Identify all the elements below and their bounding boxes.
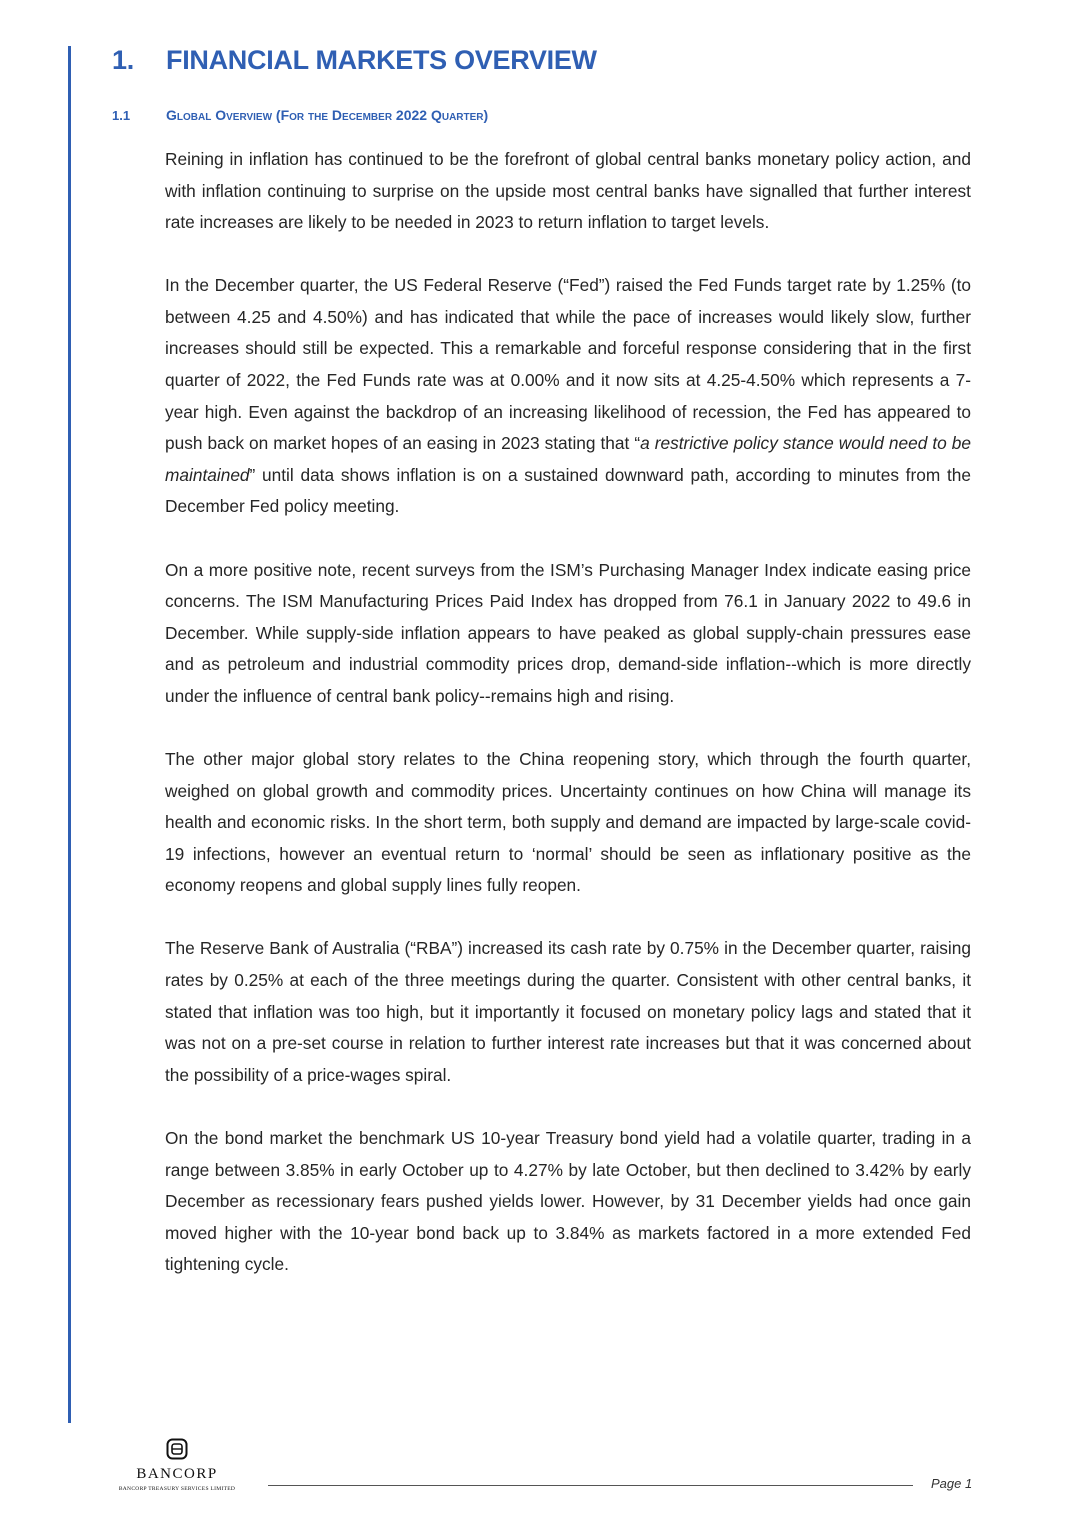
paragraph: The Reserve Bank of Australia (“RBA”) increased its cash rate by 0.75% in the December quarter, raising rates by 0.25% at each of the three meetings during the quarter. Consistent with other central banks, it stated that inflation was too high, but it importantly it focused on monetary policy lags and stated that it was not on a pre-set course in relation to further interest rate increases but that it was concerned about the possibility of a price-wages spiral. bbox=[165, 938, 971, 1085]
left-accent-rule bbox=[68, 46, 71, 1423]
subsection-title: Global Overview (For the December 2022 Quarter) bbox=[166, 107, 489, 123]
paragraph-fed-text: In the December quarter, the US Federal Reserve (“Fed”) raised the Fed Funds target rate by 1.25% (to between 4.25 and 4.50%) and has indicated that while the pace of increases would likely slow, further increases should still be expected. This a remarkable and forceful response considering that in the first quarter of 2022, the Fed Funds rate was at 0.00% and it now sits at 4.25-4.50% which represents a 7-year high. Even against the backdrop of an increasing likelihood of recession, the Fed has appeared to push back on market hopes of an easing in 2023 stating that “ bbox=[165, 275, 971, 454]
paragraph: The other major global story relates to the China reopening story, which through the fourth quarter, weighed on global growth and commodity prices. Uncertainty continues on how China will manage its health and economic risks. In the short term, both supply and demand are impacted by large-scale covid-19 infections, however an eventual return to ‘normal’ should be seen as inflationary positive as the economy reopens and global supply lines fully reopen. bbox=[165, 749, 971, 896]
section-number: 1. bbox=[112, 45, 134, 75]
bancorp-logo bbox=[112, 1438, 242, 1502]
paragraph: Reining in inflation has continued to be the forefront of global central banks monetary policy action, and with inflation continuing to surprise on the upside most central banks have signalled that further interest rate increases are likely to be needed in 2023 to return inflation to target levels. bbox=[165, 149, 971, 233]
section-heading bbox=[112, 45, 597, 76]
paragraph-fed-text-end: ” until data shows inflation is on a sustained downward path, according to minutes from the December Fed policy meeting. bbox=[165, 464, 971, 517]
footer-divider bbox=[268, 1485, 913, 1486]
bancorp-emblem-icon bbox=[166, 1438, 188, 1460]
subsection-number: 1.1 bbox=[112, 108, 131, 123]
subsection-heading bbox=[112, 107, 488, 124]
paragraph: On the bond market the benchmark US 10-year Treasury bond yield had a volatile quarter, trading in a range between 3.85% in early October up to 4.27% by late October, but then declined to 3.42% by early December as recessionary fears pushed yields lower. However, by 31 December yields had once gain moved higher with the 10-year bond back up to 3.84% as markets factored in a more extended Fed tightening cycle. bbox=[165, 1127, 971, 1275]
paragraph-fed bbox=[165, 270, 971, 523]
logo-name: BANCORP bbox=[136, 1466, 218, 1482]
section-title: FINANCIAL MARKETS OVERVIEW bbox=[166, 45, 597, 75]
body-text bbox=[165, 144, 971, 1312]
fed-quote: a restrictive policy stance would need to be maintained bbox=[165, 433, 971, 485]
logo-subtitle: BANCORP TREASURY SERVICES LIMITED bbox=[118, 1486, 236, 1492]
paragraph: On a more positive note, recent surveys from the ISM’s Purchasing Manager Index indicate easing price concerns. The ISM Manufacturing Prices Paid Index has dropped from 76.1 in January 2022 to 49.6 in December. While supply-side inflation appears to have peaked as global supply-chain pressures ease and as petroleum and industrial commodity prices drop, demand-side inflation--which is more directly under the influence of central bank policy--remains high and rising. bbox=[165, 559, 971, 706]
page-number: Page 1 bbox=[931, 1476, 973, 1491]
